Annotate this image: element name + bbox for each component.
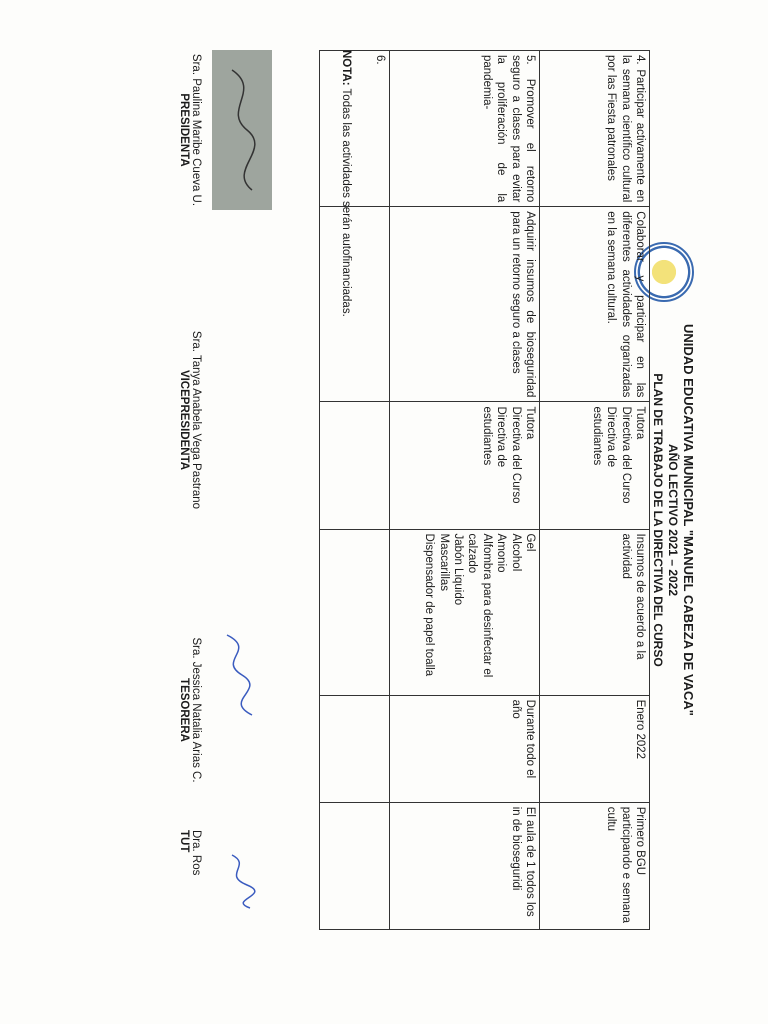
activity-cell: Colaborar y participar en las diferentes actividades organizadas en la semana cultural. xyxy=(540,207,650,402)
signature-tesorera xyxy=(178,590,202,830)
responsible-cell xyxy=(390,402,540,529)
activity-cell: Adquirir insumos de bioseguridad para un retorno seguro a clases xyxy=(390,207,540,402)
resources-cell xyxy=(390,529,540,695)
note-label: NOTA: xyxy=(340,50,352,86)
signature-tutora xyxy=(178,830,202,990)
resource-item: Insumos de acuerdo a la actividad xyxy=(619,533,646,660)
school-year: AÑO LECTIVO 2021 – 2022 xyxy=(666,443,680,597)
responsible-item: Tutora xyxy=(524,406,536,440)
resource-item: Dispensador de papel toalla xyxy=(423,533,436,677)
signature-name: Dra. Ros xyxy=(190,830,202,876)
resource-item: Jabón Liquido xyxy=(452,533,465,606)
resources-cell xyxy=(540,529,650,695)
signature-vicepresidenta xyxy=(178,300,202,540)
resource-item: Alcohol xyxy=(509,533,522,572)
table-row xyxy=(390,51,540,930)
objective-cell: 4. Participar activamente en la semana científico cultural por las Fiesta patronales xyxy=(540,51,650,207)
note xyxy=(340,50,352,317)
date-cell xyxy=(320,695,390,802)
responsible-item: Directiva del Curso xyxy=(509,406,522,504)
signature-role: VICEPRESIDENTA xyxy=(178,369,190,471)
signature-name: Sra. Paulina Maribe Cueva U. xyxy=(190,53,202,207)
plan-table xyxy=(319,50,650,930)
signature-role: TESORERA xyxy=(178,678,190,742)
resource-item: Amonio xyxy=(495,533,508,573)
tutor-signature xyxy=(212,850,262,910)
responsible-item: Directiva de estudiantes xyxy=(590,406,618,468)
objective-cell: 6. xyxy=(320,51,390,207)
note-text: Todas las actividades serán autofinanciadas. xyxy=(340,85,352,317)
responsible-item: Tutora xyxy=(634,406,646,440)
date-cell: Enero 2022 xyxy=(540,695,650,802)
responsible-cell xyxy=(540,402,650,529)
result-cell: El aula de 1 todos los in de bioseguridi xyxy=(390,802,540,929)
resources-cell xyxy=(320,529,390,695)
signature-role: TUT xyxy=(178,830,190,853)
plan-title: PLAN DE TRABAJO DE LA DIRECTIVA DEL CURSO xyxy=(651,373,665,667)
activity-cell xyxy=(320,207,390,402)
result-cell: Primero BGU participando e semana cultu xyxy=(540,802,650,929)
date-cell: Durante todo el año xyxy=(390,695,540,802)
resource-item: Mascarillas xyxy=(437,533,450,592)
school-title: UNIDAD EDUCATIVA MUNICIPAL "MANUEL CABEZA DE VACA" xyxy=(681,324,696,716)
table-row xyxy=(540,51,650,930)
signature-name: Sra. Tanya Anabela Vega Pastrano xyxy=(190,330,202,510)
resource-item: Gel xyxy=(524,533,536,552)
signature-name: Sra. Jessica Natalia Arias C. xyxy=(190,637,202,783)
result-cell xyxy=(320,802,390,929)
table-row xyxy=(320,51,390,930)
responsible-item: Directiva del Curso xyxy=(619,406,632,504)
responsible-item: Directiva de estudiantes xyxy=(480,406,508,468)
rotated-document xyxy=(142,50,702,970)
responsible-cell xyxy=(320,402,390,529)
signature-presidenta xyxy=(178,10,202,250)
objective-cell: 5. Promover el retorno seguro a clases para evitar la proliferación de la pandemia- xyxy=(390,51,540,207)
resource-item: Alfombra para desinfectar el calzado xyxy=(466,533,493,678)
treasurer-signature xyxy=(212,630,262,720)
signature-stamp xyxy=(212,50,272,210)
signature-role: PRESIDENTA xyxy=(178,93,190,167)
